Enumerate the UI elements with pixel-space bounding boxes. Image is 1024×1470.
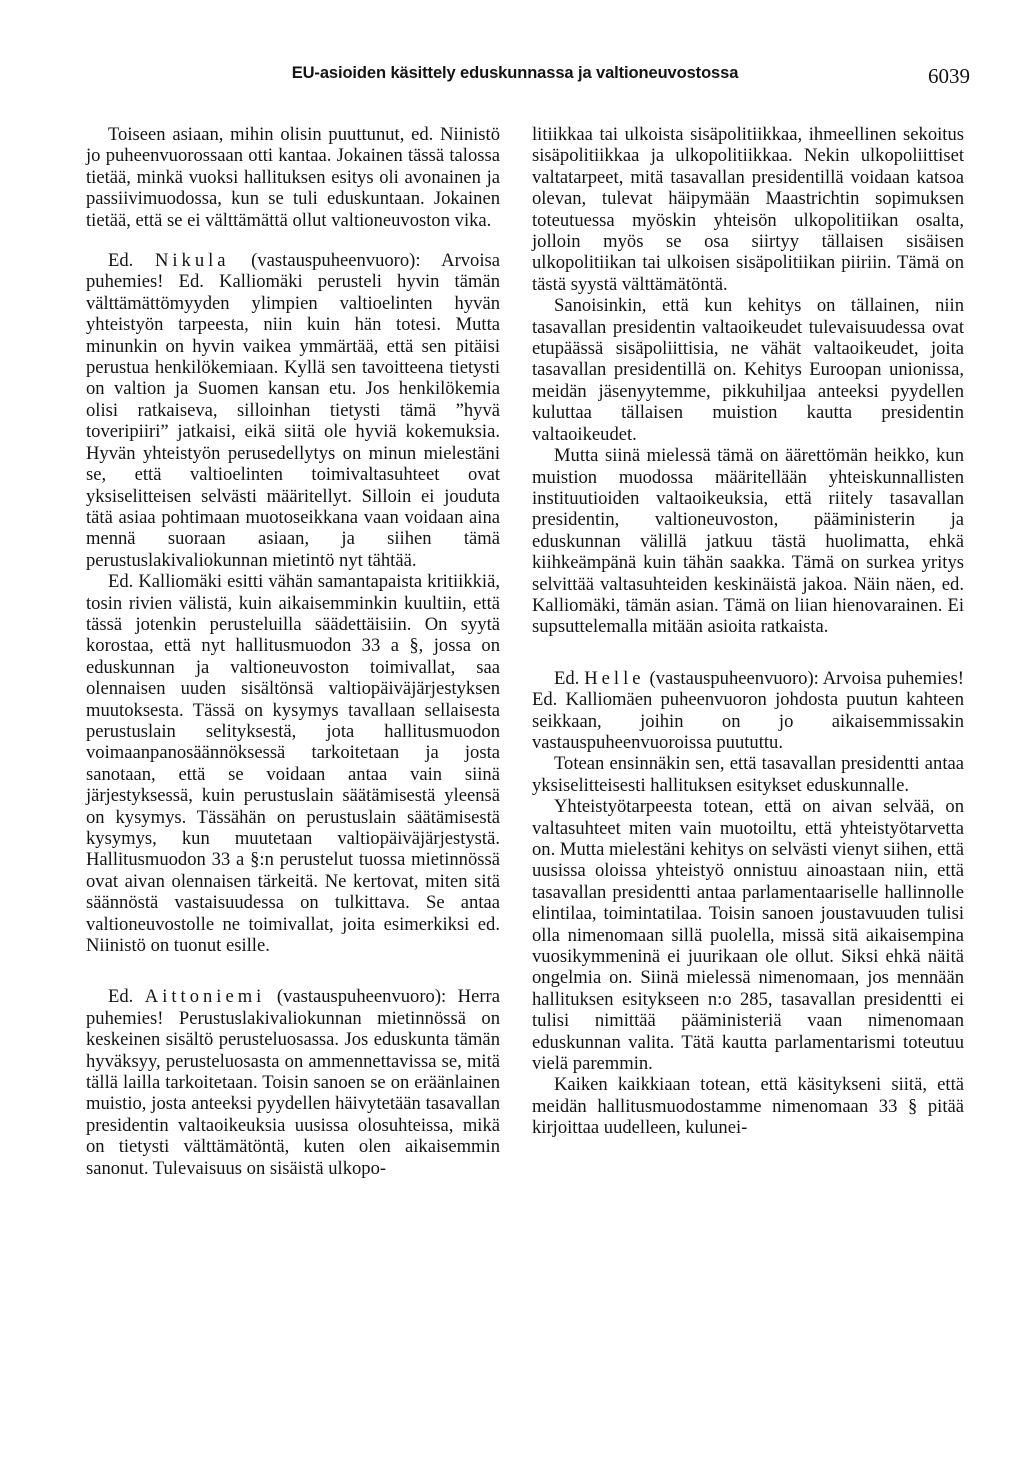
paragraph: Totean ensinnäkin sen, että tasavallan presidentti antaa yksiselitteisesti hallituksen esitykset eduskunnalle. (532, 753, 964, 796)
speech-paragraph (86, 986, 500, 1179)
speech-text: (vastauspuheenvuoro): Herra puhemies! Perustuslakivaliokunnan mietinnössä on keskeinen sisältö perusteluosassa. Jos eduskunta tämän hyväksyy, perusteluosasta on ammennettavissa se, mitä tällä lailla tarkoitetaan. Toisin sanoen se on eräänlainen muistio, josta anteeksi pyydellen häivytetään tasavallan presidentin valtaoikeuksia uusissa olosuhteissa, mikä on tietysti välttämätöntä, kuten olen aikaisemmin sanonut. Tulevaisuus on sisäistä ulkopo- (86, 986, 500, 1179)
speech-paragraph (532, 668, 964, 754)
right-column (532, 124, 964, 1139)
speech-prefix: Ed. (554, 667, 585, 689)
paragraph-continued: litiikkaa tai ulkoista sisäpolitiikkaa, ihmeellinen sekoitus sisäpolitiikkaa ja ulkopolitiikkaa. Nekin ulkopoliittiset valtatarpeet, mitä tasavallan presidentillä voidaan katsoa olevan, tulevat häipymään Maastrichtin sopimuksen toteutuessa myöskin yhteisön ulkopolitiikan osalta, jolloin myös se osa siirtyy tällaisen sisäisen ulkopolitiikan tai ulkoisen sisäpolitiikan piiriin. Tämä on tästä syystä välttämätöntä. (532, 124, 964, 295)
speech-text: (vastauspuheenvuoro): Arvoisa puhemies! Ed. Kalliomäen puheenvuoron johdosta puutun kahteen seikkaan, joihin on jo aikaisemmissakin vastauspuheenvuoroissa puututtu. (532, 667, 964, 753)
paragraph: Sanoisinkin, että kun kehitys on tällainen, niin tasavallan presidentin valtaoikeudet tulevaisuudessa ovat etupäässä sisäpoliittisia, ne vähät valtaoikeudet, joita tasavallan presidentillä on. Kehitys Euroopan unionissa, meidän jäsenyytemme, pikkuhiljaa anteeksi pyydellen kuluttaa tällaisen muistion kautta presidentin valtaoikeudet. (532, 295, 964, 445)
speech-text: (vastauspuheenvuoro): Arvoisa puhemies! Ed. Kalliomäki perusteli hyvin tämän välttämättömyyden ylimpien valtioelinten hyvän yhteistyön tarpeesta, niin kuin hän totesi. Mutta minunkin on hyvin vaikea ymmärtää, että sen pitäisi perustua henkilökemiaan. Kyllä sen tavoitteena tietysti on valtion ja Suomen kansan etu. Jos henkilökemia olisi ratkaiseva, silloinhan tietysti tämä ”hyvä toveripiiri” jatkaisi, eikä siitä ole hyviä kokemuksia. Hyvän yhteistyön perusedellytys on minun mielestäni se, että valtioelinten toimivaltasuhteet ovat yksiselitteisen selvästi määritellyt. Silloin ei jouduta tätä asiaa pohtimaan muotoseikkana vaan voidaan aina mennä suoraan asiaan, ja siihen tämä perustuslakivaliokunnan mietintö nyt tähtää. (86, 250, 501, 571)
speaker-name: Nikula (154, 250, 230, 272)
paragraph: Yhteistyötarpeesta totean, että on aivan selvää, on valtasuhteet miten vain muotoiltu, että yhteistyötarvetta on. Mutta mielestäni kehitys on selvästi vienyt siihen, että uusissa oloissa yhteistyö onnistuu ainoastaan niin, että tasavallan presidentti antaa parlamentaariselle hallinnolle elintilaa, toimintatilaa. Toisin sanoen joustavuuden tulisi olla nimenomaan sillä puolella, missä sitä aikaisempina vuosikymmeninä ei juurikaan ole ollut. Siksi ehkä näitä ongelmia on. Siinä mielessä nimenomaan, jos mennään hallituksen esitykseen n:o 285, tasavallan presidentti ei tulisi nimittää pääministeriä vaan nimenomaan eduskunnan valita. Tätä kautta parlamentarismi toteutuu vielä paremmin. (532, 796, 964, 1075)
speech-paragraph (86, 250, 500, 571)
running-title: EU-asioiden käsittely eduskunnassa ja valtioneuvostossa (291, 64, 739, 82)
paragraph: Toiseen asiaan, mihin olisin puuttunut, ed. Niinistö jo puheenvuorossaan otti kantaa. Jokainen tässä talossa tietää, minkä vuoksi hallituksen esitys oli avonainen ja passiivimuodossa, kun se tuli eduskuntaan. Jokainen tietää, että se ei välttämättä ollut valtioneuvoston vika. (86, 124, 500, 231)
left-column (86, 124, 500, 1179)
paragraph: Mutta siinä mielessä tämä on äärettömän heikko, kun muistion muodossa määritellään yhteiskunnallisten instituutioiden valtaoikeuksia, että riitely tasavallan presidentin, valtioneuvoston, pääministerin ja eduskunnan välillä jatkuu tästä huolimatta, ehkä kiihkeämpänä kuin tähän saakka. Tämä on surkea yritys selvittää valtasuhteiden keskinäistä jakoa. Näin näen, ed. Kalliomäki, tämän asian. Tämä on liian hienovarainen. Ei supsuttelemalla mitään asioita ratkaista. (532, 445, 964, 638)
speech-prefix: Ed. (108, 986, 145, 1008)
speech-prefix: Ed. (108, 250, 155, 272)
page-header (0, 64, 1024, 94)
paragraph: Ed. Kalliomäki esitti vähän samantapaista kritiikkiä, tosin rivien välistä, kuin aikaisemminkin kuultiin, että tässä jotenkin perusteluilla säädettäisiin. On syytä korostaa, että nyt hallitusmuodon 33 a §, jossa on eduskunnan ja valtioneuvoston toimivallat, saa olennaisen uuden sisältönsä valtiopäiväjärjestyksen muutoksesta. Tässä on kysymys tavallaan sellaisesta perustuslain selityksestä, jota hallitusmuodon voimaanpanosäännöksessä tarkoitetaan ja josta sanotaan, että se voidaan antaa vain siinä järjestyksessä, kuin perustuslain säätämisestä yleensä on kysymys. Tässähän on perustuslain säätämisestä kysymys, kun muutetaan valtiopäiväjärjestystä. Hallitusmuodon 33 a §:n perustelut tuossa mietinnössä ovat aivan olennaisen tärkeitä. Ne kertovat, miten sitä säännöstä vastaisuudessa on tulkittava. Se antaa valtioneuvostolle ne toimivallat, joita esimerkiksi ed. Niinistö on tuonut esille. (86, 571, 500, 957)
speaker-name: Helle (584, 667, 645, 689)
page-number: 6039 (928, 64, 970, 88)
paragraph: Kaiken kaikkiaan totean, että käsitykseni siitä, että meidän hallitusmuodostamme nimenomaan 33 § pitää kirjoittaa uudelleen, kulunei- (532, 1074, 964, 1139)
speaker-name: Aittoniemi (144, 986, 266, 1008)
